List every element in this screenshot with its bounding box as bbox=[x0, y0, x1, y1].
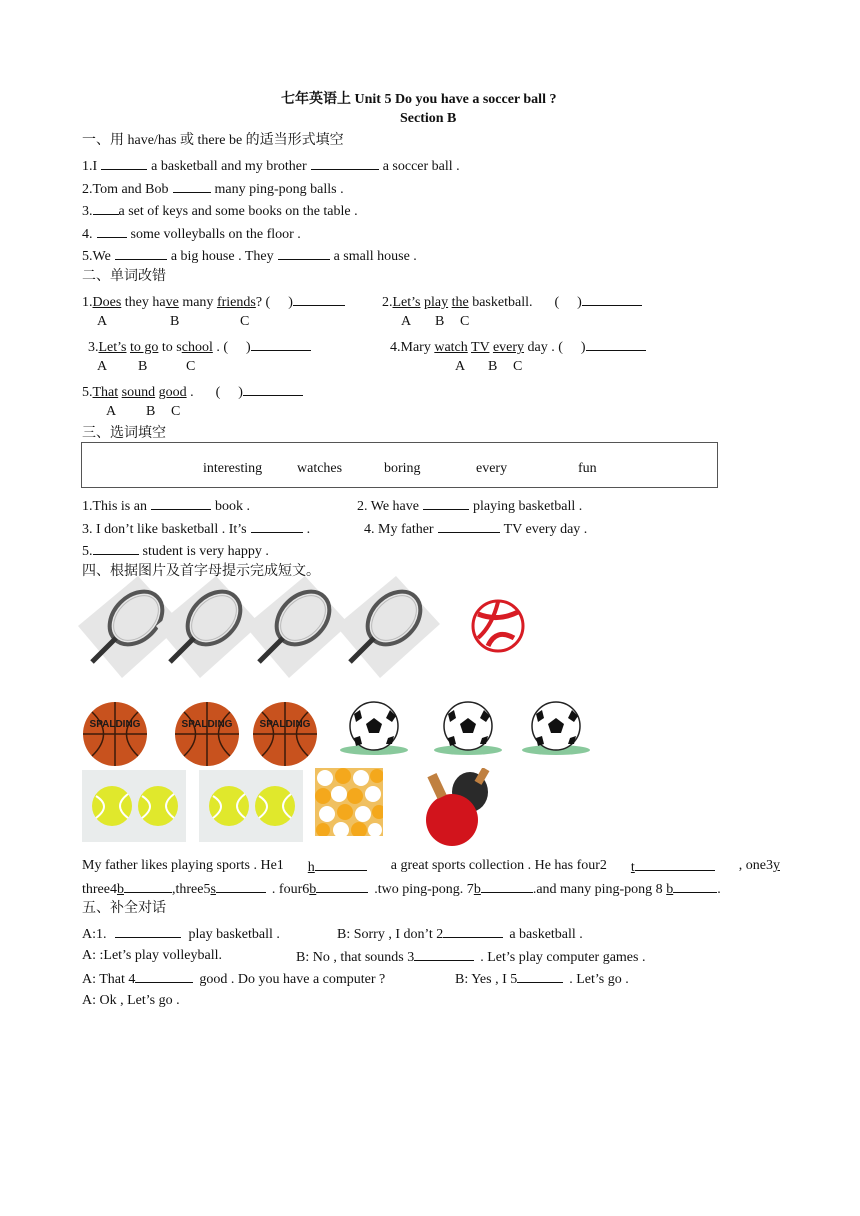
s5-line-1a: A:1. play basketball . bbox=[82, 924, 280, 944]
s5-line-4: A: Ok , Let’s go . bbox=[82, 993, 180, 1008]
s2-question-4: 4.Mary watch TV every day . ( ) bbox=[390, 337, 646, 357]
answer-blank[interactable] bbox=[443, 924, 503, 938]
svg-text:SPALDING: SPALDING bbox=[181, 719, 233, 730]
answer-blank[interactable] bbox=[151, 496, 211, 510]
answer-blank[interactable] bbox=[586, 337, 646, 351]
word-bank-item: interesting bbox=[203, 461, 263, 476]
answer-blank[interactable] bbox=[293, 292, 345, 306]
soccer-ball-image bbox=[512, 700, 596, 760]
volleyball-image bbox=[470, 598, 526, 654]
s5-line-2a: A: :Let’s play volleyball. bbox=[82, 948, 222, 963]
s2-question-1: 1.Does they have many friends? ( ) bbox=[82, 292, 345, 312]
s5-line-1b: B: Sorry , I don’t 2 a basketball . bbox=[337, 924, 583, 944]
s2-question-5: 5.That sound good . ( ) bbox=[82, 382, 303, 402]
word-bank-item: every bbox=[476, 461, 508, 476]
tennis-balls-image bbox=[199, 770, 303, 842]
s3-question-5: 5. student is very happy . bbox=[82, 541, 269, 561]
svg-text:SPALDING: SPALDING bbox=[89, 719, 141, 730]
section-1-heading: 一、用 have/has 或 there be 的适当形式填空 bbox=[82, 133, 344, 148]
answer-blank[interactable] bbox=[93, 201, 119, 215]
answer-blank[interactable] bbox=[582, 292, 642, 306]
word-bank-item: boring bbox=[384, 461, 421, 476]
basketball-image bbox=[172, 700, 242, 768]
s5-line-3a: A: That 4 good . Do you have a computer ? bbox=[82, 969, 385, 989]
word-bank-item: fun bbox=[578, 461, 597, 476]
tennis-balls-image bbox=[82, 770, 186, 842]
answer-blank[interactable] bbox=[97, 224, 127, 238]
section-3-heading: 三、选词填空 bbox=[82, 426, 166, 441]
answer-blank[interactable] bbox=[316, 879, 368, 893]
section-4-heading: 四、根据图片及首字母提示完成短文。 bbox=[82, 564, 320, 579]
s2-question-2: 2.Let’s play the basketball. ( ) bbox=[382, 292, 642, 312]
s1-question-3: 3. a set of keys and some books on the table . bbox=[82, 201, 358, 221]
s3-question-2: 2. We have playing basketball . bbox=[357, 496, 582, 516]
answer-blank[interactable] bbox=[135, 969, 193, 983]
tennis-racket-image bbox=[336, 576, 440, 678]
answer-blank[interactable] bbox=[251, 337, 311, 351]
s5-line-3b: B: Yes , I 5 . Let’s go . bbox=[455, 969, 629, 989]
section-5-heading: 五、补全对话 bbox=[82, 901, 166, 916]
section-subtitle: Section B bbox=[400, 111, 457, 126]
s1-question-2: 2.Tom and Bob many ping-pong balls . bbox=[82, 179, 344, 199]
answer-blank[interactable] bbox=[423, 496, 469, 510]
answer-blank[interactable] bbox=[243, 382, 303, 396]
page-title: 七年英语上 Unit 5 Do you have a soccer ball ? bbox=[281, 92, 557, 107]
s3-question-3: 3. I don’t like basketball . It’s . bbox=[82, 519, 310, 539]
answer-blank[interactable] bbox=[481, 879, 533, 893]
svg-text:SPALDING: SPALDING bbox=[259, 719, 311, 730]
answer-blank[interactable] bbox=[414, 947, 474, 961]
soccer-ball-image bbox=[330, 700, 414, 760]
basketball-image bbox=[250, 700, 320, 768]
s4-passage-line-2: three4b ,three5s . four6b .two ping-pong. 7b .and many ping-pong 8 b . bbox=[82, 879, 721, 899]
answer-blank[interactable] bbox=[251, 519, 303, 533]
basketball-image bbox=[80, 700, 150, 768]
s5-line-2b: B: No , that sounds 3 . Let’s play computer games . bbox=[296, 947, 645, 967]
s3-question-1: 1.This is an book . bbox=[82, 496, 250, 516]
answer-blank[interactable] bbox=[216, 879, 266, 893]
answer-blank[interactable] bbox=[438, 519, 500, 533]
section-2-heading: 二、单词改错 bbox=[82, 269, 166, 284]
word-bank-box bbox=[81, 442, 718, 488]
tennis-racket-image bbox=[245, 576, 349, 678]
answer-blank[interactable] bbox=[101, 156, 147, 170]
s1-question-5: 5.We a big house . They a small house . bbox=[82, 246, 417, 266]
answer-blank[interactable] bbox=[278, 246, 330, 260]
answer-blank[interactable] bbox=[115, 924, 181, 938]
s2-question-3: 3.Let’s to go to school . ( ) bbox=[88, 337, 311, 357]
soccer-ball-image bbox=[424, 700, 508, 760]
ping-pong-paddle-image bbox=[420, 768, 496, 848]
answer-blank[interactable] bbox=[124, 879, 172, 893]
answer-blank[interactable] bbox=[311, 156, 379, 170]
answer-blank[interactable] bbox=[635, 857, 715, 871]
answer-blank[interactable] bbox=[673, 879, 717, 893]
s1-question-1: 1.I a basketball and my brother a soccer ball . bbox=[82, 156, 460, 176]
answer-blank[interactable] bbox=[93, 541, 139, 555]
answer-blank[interactable] bbox=[517, 969, 563, 983]
answer-blank[interactable] bbox=[315, 857, 367, 871]
s3-question-4: 4. My father TV every day . bbox=[364, 519, 587, 539]
ping-pong-balls-image bbox=[315, 768, 383, 836]
answer-blank[interactable] bbox=[115, 246, 167, 260]
s4-passage-line-1: My father likes playing sports . He1 h a great sports collection . He has four2 t , one3y bbox=[82, 858, 780, 875]
answer-blank[interactable] bbox=[173, 179, 211, 193]
word-bank-item: watches bbox=[297, 461, 343, 476]
s1-question-4: 4. some volleyballs on the floor . bbox=[82, 224, 301, 244]
